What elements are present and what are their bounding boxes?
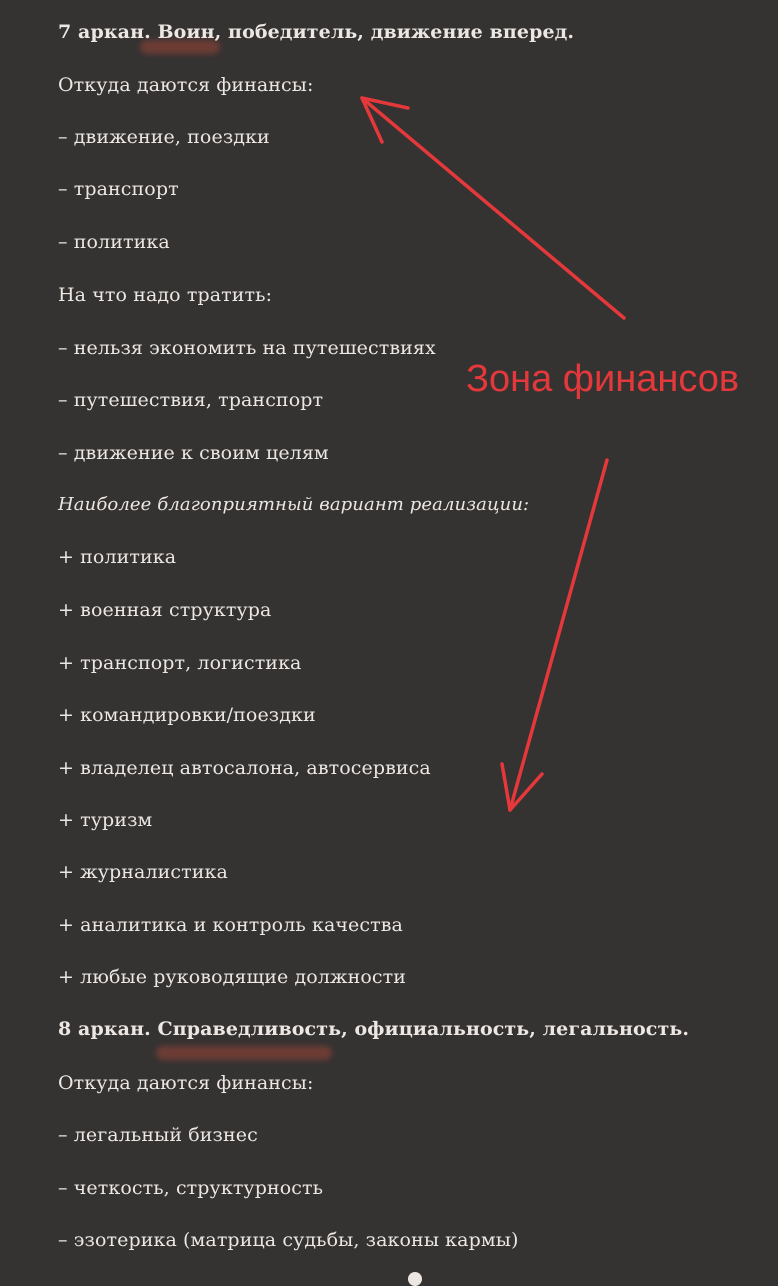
list-item: – путешествия, транспорт [58, 389, 324, 411]
list-item: + владелец автосалона, автосервиса [58, 757, 431, 779]
finance-zone-annotation: Зона финансов [466, 358, 740, 400]
list-item: – политика [58, 231, 170, 253]
list-item: + аналитика и контроль качества [58, 914, 403, 936]
section-label-italic: Наиболее благоприятный вариант реализации: [58, 494, 530, 515]
list-item: + туризм [58, 809, 153, 831]
list-item: + любые руководящие должности [58, 966, 407, 988]
arrow-up-shaft [362, 98, 624, 318]
list-item: – четкость, структурность [58, 1177, 324, 1199]
list-item: – движение, поездки [58, 126, 270, 148]
arrow-down-shaft [510, 460, 607, 810]
list-item: + командировки/поездки [58, 704, 316, 726]
arcana-8-heading: 8 аркан. Справедливость, официальность, легальность. [58, 1018, 690, 1040]
section-label: На что надо тратить: [58, 284, 273, 306]
section-label: Откуда даются финансы: [58, 1072, 314, 1094]
list-item: + военная структура [58, 599, 272, 621]
list-item: – движение к своим целям [58, 442, 329, 464]
list-item: + журналистика [58, 861, 228, 883]
section-label: Откуда даются финансы: [58, 74, 314, 96]
arcana-7-heading: 7 аркан. Воин, победитель, движение вперед. [58, 21, 575, 43]
list-item: – транспорт [58, 178, 179, 200]
list-item: + политика [58, 546, 177, 568]
cutoff-glyph [408, 1272, 422, 1286]
list-item: – нельзя экономить на путешествиях [58, 337, 436, 359]
list-item: – эзотерика (матрица судьбы, законы кармы) [58, 1229, 519, 1251]
list-item: + транспорт, логистика [58, 652, 302, 674]
list-item: – легальный бизнес [58, 1124, 258, 1146]
